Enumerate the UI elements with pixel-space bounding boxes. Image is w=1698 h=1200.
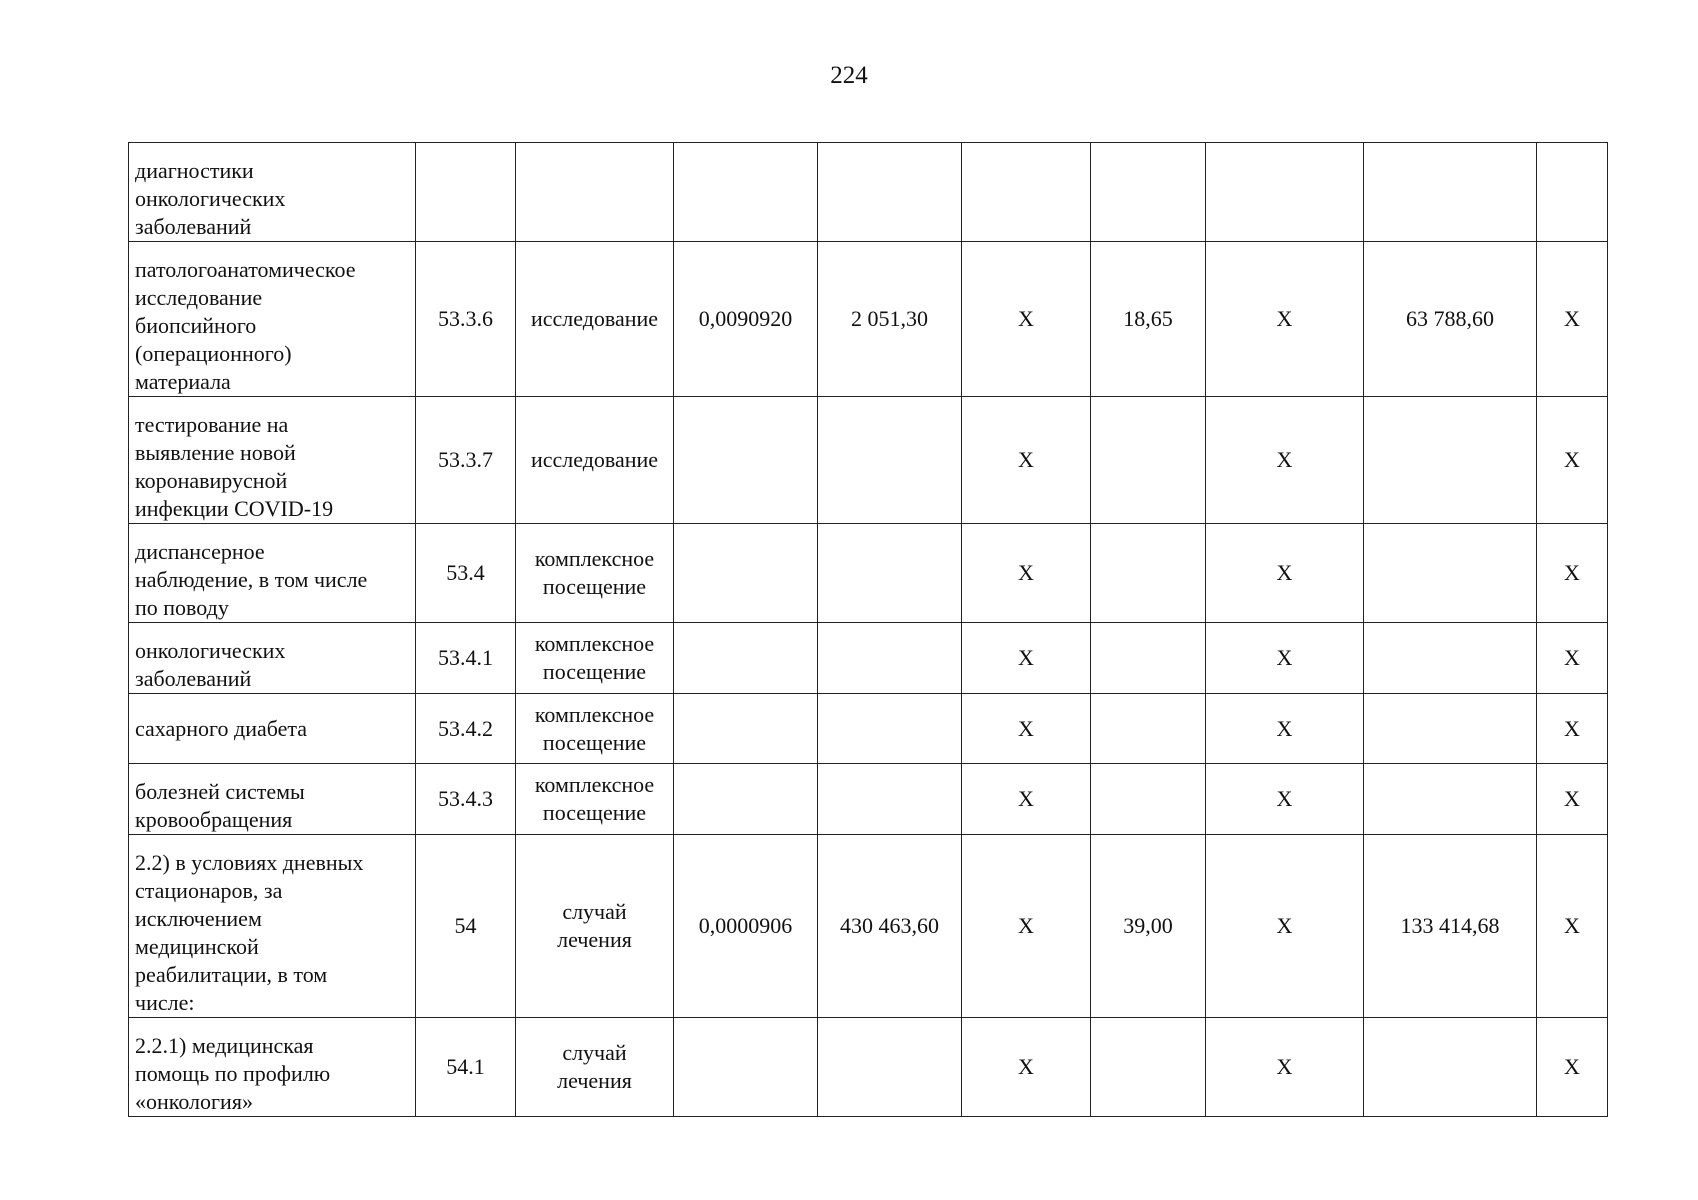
table-row bbox=[129, 764, 1608, 835]
cell-col4 bbox=[674, 764, 818, 835]
cell-col10: X bbox=[1537, 835, 1608, 1018]
cell-col6 bbox=[962, 143, 1091, 242]
cell-col7 bbox=[1091, 524, 1206, 623]
cell-col4: 0,0000906 bbox=[674, 835, 818, 1018]
cell-unit: комплексное посещение bbox=[516, 524, 674, 623]
cell-col7 bbox=[1091, 1018, 1206, 1117]
cell-name: онкологических заболеваний bbox=[129, 623, 416, 694]
cell-col6: X bbox=[962, 397, 1091, 524]
cell-col6: X bbox=[962, 694, 1091, 764]
cell-col9: 63 788,60 bbox=[1364, 242, 1537, 397]
cell-unit: комплексное посещение bbox=[516, 694, 674, 764]
cell-name: сахарного диабета bbox=[129, 694, 416, 764]
cell-col8: X bbox=[1206, 524, 1364, 623]
cell-col5 bbox=[818, 694, 962, 764]
cell-unit bbox=[516, 143, 674, 242]
table-row bbox=[129, 524, 1608, 623]
cell-unit: комплексное посещение bbox=[516, 764, 674, 835]
cell-code: 53.3.7 bbox=[416, 397, 516, 524]
cell-col5 bbox=[818, 764, 962, 835]
cell-col8: X bbox=[1206, 623, 1364, 694]
cell-col7: 39,00 bbox=[1091, 835, 1206, 1018]
cell-col10: X bbox=[1537, 242, 1608, 397]
cell-col7 bbox=[1091, 623, 1206, 694]
cell-col8: X bbox=[1206, 694, 1364, 764]
cell-col8 bbox=[1206, 143, 1364, 242]
table-row bbox=[129, 835, 1608, 1018]
table-row bbox=[129, 143, 1608, 242]
cell-code: 53.3.6 bbox=[416, 242, 516, 397]
table-row bbox=[129, 397, 1608, 524]
cell-col9 bbox=[1364, 623, 1537, 694]
cell-col7 bbox=[1091, 143, 1206, 242]
cell-code: 53.4.2 bbox=[416, 694, 516, 764]
cell-col7 bbox=[1091, 764, 1206, 835]
cell-col10: X bbox=[1537, 1018, 1608, 1117]
cell-col6: X bbox=[962, 623, 1091, 694]
table-row bbox=[129, 623, 1608, 694]
cell-col4 bbox=[674, 524, 818, 623]
cell-unit: исследование bbox=[516, 242, 674, 397]
cell-col9 bbox=[1364, 143, 1537, 242]
cell-col8: X bbox=[1206, 835, 1364, 1018]
table-row bbox=[129, 1018, 1608, 1117]
cell-col10: X bbox=[1537, 397, 1608, 524]
cell-col10: X bbox=[1537, 623, 1608, 694]
cell-name: 2.2.1) медицинская помощь по профилю «онкология» bbox=[129, 1018, 416, 1117]
cell-col6: X bbox=[962, 764, 1091, 835]
cell-unit: случай лечения bbox=[516, 835, 674, 1018]
cell-unit: комплексное посещение bbox=[516, 623, 674, 694]
cell-code: 54.1 bbox=[416, 1018, 516, 1117]
cell-col4 bbox=[674, 1018, 818, 1117]
cell-col5: 2 051,30 bbox=[818, 242, 962, 397]
cell-col9 bbox=[1364, 694, 1537, 764]
cell-col5: 430 463,60 bbox=[818, 835, 962, 1018]
cell-name: 2.2) в условиях дневных стационаров, за исключением медицинской реабилитации, в том числе: bbox=[129, 835, 416, 1018]
cell-col4 bbox=[674, 397, 818, 524]
cell-col8: X bbox=[1206, 242, 1364, 397]
cell-unit: исследование bbox=[516, 397, 674, 524]
cell-col10: X bbox=[1537, 524, 1608, 623]
cell-col10: X bbox=[1537, 694, 1608, 764]
cell-col5 bbox=[818, 524, 962, 623]
cell-col9: 133 414,68 bbox=[1364, 835, 1537, 1018]
cell-col9 bbox=[1364, 1018, 1537, 1117]
cell-col6: X bbox=[962, 242, 1091, 397]
cell-code: 53.4 bbox=[416, 524, 516, 623]
table-row bbox=[129, 694, 1608, 764]
cell-unit: случай лечения bbox=[516, 1018, 674, 1117]
cell-col7 bbox=[1091, 694, 1206, 764]
cell-col4 bbox=[674, 623, 818, 694]
cell-name: болезней системы кровообращения bbox=[129, 764, 416, 835]
cell-col5 bbox=[818, 143, 962, 242]
cell-col6: X bbox=[962, 1018, 1091, 1117]
table-row bbox=[129, 242, 1608, 397]
cell-code: 53.4.1 bbox=[416, 623, 516, 694]
cell-col7: 18,65 bbox=[1091, 242, 1206, 397]
cell-col4 bbox=[674, 694, 818, 764]
cell-code: 54 bbox=[416, 835, 516, 1018]
cell-col8: X bbox=[1206, 397, 1364, 524]
page-number: 224 bbox=[830, 62, 868, 89]
cell-col6: X bbox=[962, 835, 1091, 1018]
cell-col8: X bbox=[1206, 764, 1364, 835]
cell-code: 53.4.3 bbox=[416, 764, 516, 835]
cell-col5 bbox=[818, 397, 962, 524]
cell-col9 bbox=[1364, 397, 1537, 524]
cell-col6: X bbox=[962, 524, 1091, 623]
data-table bbox=[128, 142, 1608, 1117]
cell-col10 bbox=[1537, 143, 1608, 242]
cell-name: диспансерное наблюдение, в том числе по поводу bbox=[129, 524, 416, 623]
cell-name: тестирование на выявление новой коронавирусной инфекции COVID-19 bbox=[129, 397, 416, 524]
cell-col9 bbox=[1364, 524, 1537, 623]
cell-col7 bbox=[1091, 397, 1206, 524]
cell-col4 bbox=[674, 143, 818, 242]
cell-col9 bbox=[1364, 764, 1537, 835]
cell-col5 bbox=[818, 1018, 962, 1117]
cell-col8: X bbox=[1206, 1018, 1364, 1117]
cell-col10: X bbox=[1537, 764, 1608, 835]
cell-code bbox=[416, 143, 516, 242]
cell-col5 bbox=[818, 623, 962, 694]
cell-name: патологоанатомическое исследование биопсийного (операционного) материала bbox=[129, 242, 416, 397]
cell-name: диагностики онкологических заболеваний bbox=[129, 143, 416, 242]
cell-col4: 0,0090920 bbox=[674, 242, 818, 397]
